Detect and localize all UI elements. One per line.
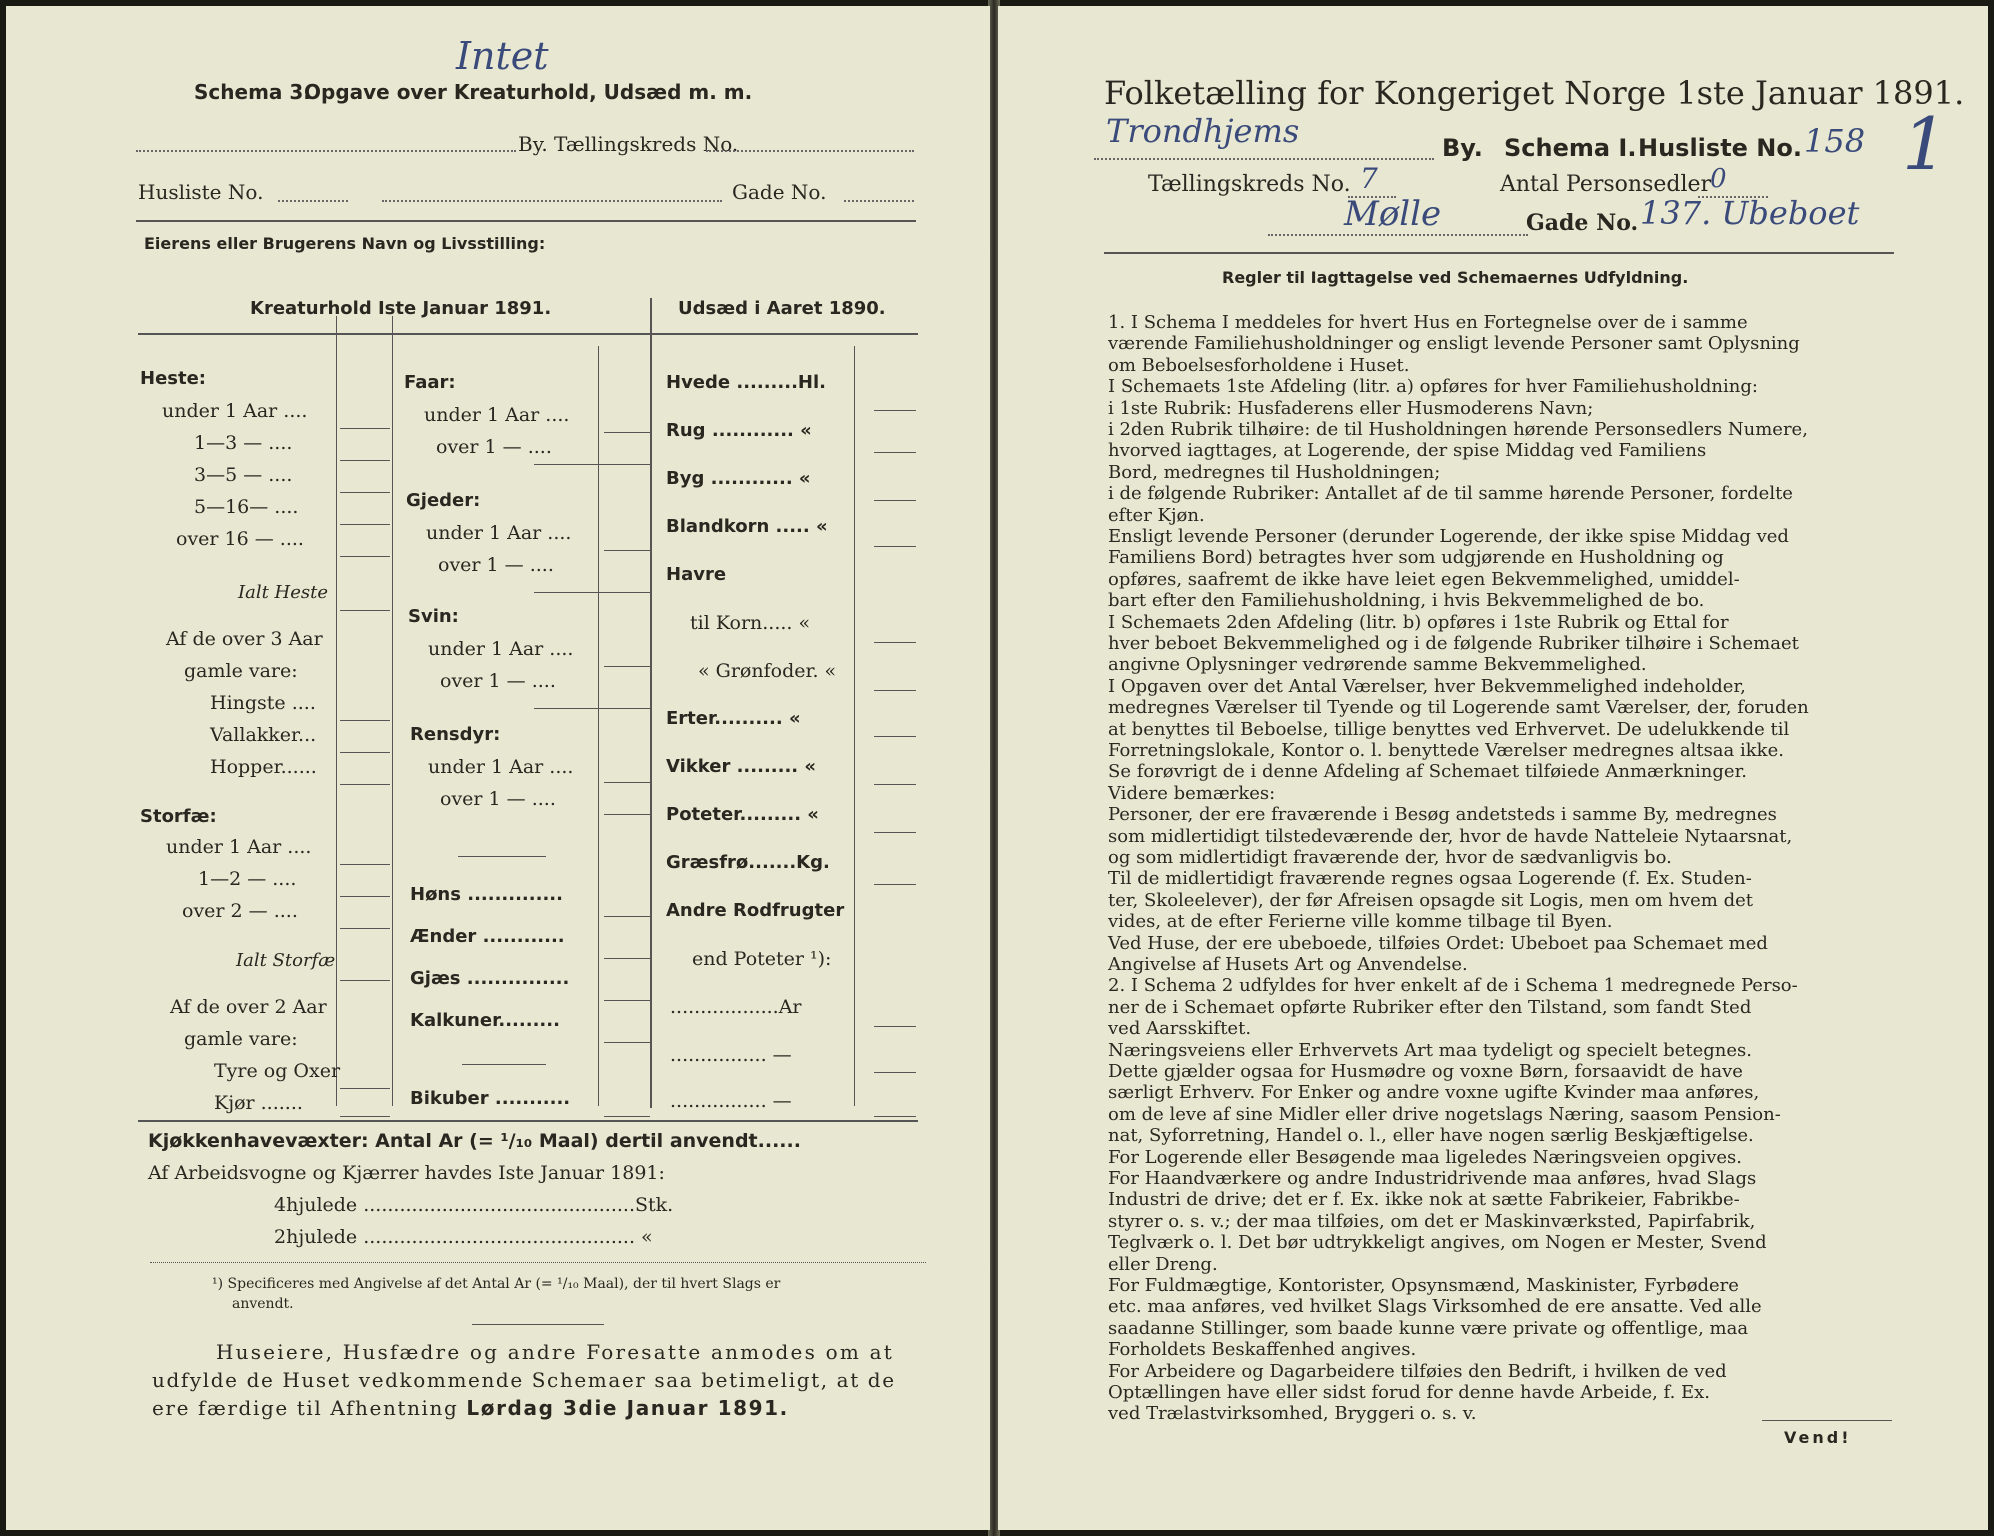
rule-line: Ved Huse, der ere ubeboede, tilføies Ordet: Ubeboet paa Schemaet med: [1108, 932, 1768, 954]
end-poteter: end Poteter ¹):: [692, 948, 832, 970]
rule-line: i de følgende Rubriker: Antallet af de til samme hørende Personer, fordelte: [1108, 483, 1793, 505]
ar-row: ..................Ar: [670, 996, 802, 1018]
c2-l5: [604, 666, 650, 667]
rule-line: om Beboelsesforholdene i Huset.: [1108, 354, 1410, 376]
table-bottom-rule: [138, 1120, 918, 1122]
c2-l1: [604, 432, 650, 433]
rule-line: Angivelse af Husets Art og Anvendelse.: [1108, 954, 1468, 975]
c3-l13: [874, 1116, 916, 1117]
gade-dotline: [844, 200, 914, 202]
byg: Byg ............ «: [666, 468, 811, 489]
c3-l6: [874, 690, 916, 691]
right-page: [998, 6, 1988, 1530]
rule-line: etc. maa anføres, ved hvilket Slags Virksomhed de ere ansatte. Ved alle: [1108, 1296, 1762, 1318]
c1-l14: [340, 1088, 390, 1089]
by-dotline-right: [1094, 158, 1434, 160]
c3-l7: [874, 736, 916, 737]
big-handwritten-mark: 1: [1902, 102, 1948, 186]
c1-l12: [340, 928, 390, 929]
rule-line: opføres, saafremt de ikke have leiet egen Bekvemmelighed, umiddel-: [1108, 568, 1740, 590]
kalkuner-sep: [462, 1064, 546, 1065]
havre: Havre: [666, 564, 727, 585]
storfae-1-2: 1—2 — ....: [198, 868, 297, 890]
kjor: Kjør .......: [214, 1092, 303, 1114]
rule-line: For Haandværkere og andre Industridrivende maa anføres, hvad Slags: [1108, 1168, 1757, 1189]
gjeder-label: Gjeder:: [406, 490, 481, 511]
rensdyr-u1: under 1 Aar ....: [428, 756, 574, 778]
af-over-2: Af de over 2 Aar: [170, 996, 327, 1018]
rule-line: medregnes Værelser til Tyende og til Logerende samt Værelser, der, foruden: [1108, 697, 1809, 719]
poteter: Poteter......... «: [666, 804, 819, 825]
right-header-rule: [1104, 252, 1894, 254]
closing-line-3a: ere færdige til Afhentning: [152, 1396, 459, 1420]
faar-u1: under 1 Aar ....: [424, 404, 570, 426]
dash-row-1: ................ —: [670, 1044, 792, 1066]
vikker: Vikker ......... «: [666, 756, 817, 777]
rule-line: at benyttes til Beboelse, tillige benyttes ved Erhvervet. De udelukkende til: [1108, 718, 1790, 740]
antal-value: 0: [1710, 164, 1727, 194]
footnote-line-2: anvendt.: [232, 1296, 294, 1312]
rule-line: ved Aarsskiftet.: [1108, 1018, 1252, 1040]
gade-label: Gade No.: [732, 180, 827, 204]
c3-l2: [874, 452, 916, 453]
rensdyr-o1: over 1 — ....: [440, 788, 556, 810]
rule-line: i 2den Rubrik tilhøire: de til Husholdningen hørende Personsedlers Numere,: [1108, 419, 1808, 440]
rule-line: og som midlertidigt fraværende der, hvor de sædvanligvis bo.: [1108, 847, 1672, 868]
schema-label: Schema 3.: [194, 80, 311, 104]
rule-line: hver beboet Bekvemmelighed og i de følgende Rubriker tilhøire i Schemaet: [1108, 633, 1799, 654]
schema-1-label: Schema I.: [1504, 134, 1637, 162]
rule-line: I Schemaets 1ste Afdeling (litr. a) opføres for hver Familiehusholdning:: [1108, 376, 1758, 398]
vend-rule: [1762, 1420, 1892, 1421]
antal-label: Antal Personsedler: [1500, 172, 1712, 197]
rule-line: særligt Erhverv. For Enker og andre voxne ugifte Kvinder maa anføres,: [1108, 1082, 1760, 1104]
rule-line: hvorved iagttages, at Logerende, der spise Middag ved Familiens: [1108, 440, 1707, 462]
c1-l4: [340, 524, 390, 525]
hvede: Hvede .........Hl.: [666, 372, 826, 393]
col1-right-rule: [392, 316, 393, 1106]
husliste-no-label: Husliste No.: [1638, 134, 1802, 162]
vend-label: Vend!: [1784, 1428, 1852, 1447]
svin-label: Svin:: [408, 606, 459, 627]
c2-l12: [604, 1042, 650, 1043]
c1-l3: [340, 492, 390, 493]
rule-line: Teglværk o. l. Det bør udtrykkeligt angives, om Nogen er Mester, Svend: [1108, 1232, 1767, 1254]
c3-l1: [874, 410, 916, 411]
heste-u1: under 1 Aar ....: [162, 400, 308, 422]
col3-value-rule: [854, 346, 855, 1106]
schema-title: Opgave over Kreaturhold, Udsæd m. m.: [304, 80, 753, 104]
left-page: [6, 6, 990, 1530]
ialt-heste: Ialt Heste: [238, 582, 329, 603]
rule-line: Bord, medregnes til Husholdningen;: [1108, 461, 1441, 483]
rule-line: I Schemaets 2den Afdeling (litr. b) opføres i 1ste Rubrik og Ettal for: [1108, 611, 1729, 633]
closing-line-3: [152, 1396, 789, 1420]
rule-line: i 1ste Rubrik: Husfaderens eller Husmoderens Navn;: [1108, 397, 1594, 419]
by-handwritten: Trondhjems: [1106, 112, 1300, 150]
footnote-line-1: ¹) Specificeres med Angivelse af det Antal Ar (= ¹/₁₀ Maal), der til hvert Slags er: [212, 1276, 781, 1292]
rule-line: bart efter den Familiehusholdning, i hvis Bekvemmelighed de bo.: [1108, 590, 1705, 612]
hjulede-4: 4hjulede .............................................Stk.: [274, 1194, 674, 1216]
rule-line: Forholdets Beskaffenhed angives.: [1108, 1339, 1417, 1361]
rule-line: eller Dreng.: [1108, 1253, 1218, 1275]
kalkuner: Kalkuner.........: [410, 1010, 560, 1031]
bikuber: Bikuber ...........: [410, 1088, 571, 1109]
heste-1-3: 1—3 — ....: [194, 432, 293, 454]
faar-label: Faar:: [404, 372, 456, 393]
heste-label: Heste:: [140, 368, 206, 389]
c2-l8: [604, 814, 650, 815]
c1-l2: [340, 460, 390, 461]
rule-line: Næringsveiens eller Erhvervets Art maa tydeligt og specielt betegnes.: [1108, 1039, 1752, 1061]
hons: Høns ..............: [410, 884, 563, 905]
rug: Rug ............ «: [666, 420, 812, 441]
by-dotline: [136, 150, 516, 152]
rule-line: som midlertidigt tilstedeværende der, hvor de havde Natteleie Nytaarsnat,: [1108, 825, 1793, 847]
kreds-value: 7: [1360, 162, 1378, 195]
heste-5-16: 5—16— ....: [194, 496, 299, 518]
c1-l10: [340, 864, 390, 865]
c2-l10: [604, 958, 650, 959]
gjeder-o1: over 1 — ....: [438, 554, 554, 576]
by-label-right: By.: [1442, 134, 1483, 162]
rules-title: Regler til Iagttagelse ved Schemaernes Udfyldning.: [1222, 268, 1689, 287]
rule-line: ner de i Schemaet opførte Rubriker efter den Tilstand, som fandt Sted: [1108, 996, 1752, 1018]
c1-l9: [340, 784, 390, 785]
c2-l6: [534, 708, 650, 709]
rule-line: For Arbeidere og Dagarbeidere tilføies den Bedrift, i hvilken de ved: [1108, 1360, 1727, 1382]
blandkorn: Blandkorn ..... «: [666, 516, 828, 537]
graesfro: Græsfrø.......Kg.: [666, 852, 830, 873]
gamle-vare-2: gamle vare:: [184, 1028, 298, 1050]
c1-l11: [340, 896, 390, 897]
gamle-vare: gamle vare:: [184, 660, 298, 682]
rule-line: efter Kjøn.: [1108, 504, 1205, 526]
rule-line: Se forøvrigt de i denne Afdeling af Schemaet tilføiede Anmærkninger.: [1108, 761, 1747, 783]
vallakker: Vallakker...: [210, 724, 317, 746]
rule-line: styrer o. s. v.; der maa tilføies, om det er Maskinværksted, Papirfabrik,: [1108, 1210, 1756, 1232]
rule-line: 1. I Schema I meddeles for hvert Hus en Fortegnelse over de i samme: [1108, 312, 1748, 333]
rule-line: Til de midlertidigt fraværende regnes ogsaa Logerende (f. Ex. Studen-: [1108, 868, 1752, 890]
gade-name-dotline-right: [1268, 234, 1528, 236]
rensdyr-label: Rensdyr:: [410, 724, 501, 745]
dash-row-2: ................ —: [670, 1090, 792, 1112]
aender: Ænder ............: [410, 926, 565, 947]
rule-line: I Opgaven over det Antal Værelser, hver Bekvemmelighed indeholder,: [1108, 675, 1746, 697]
c2-l13: [604, 1116, 650, 1117]
husliste-dotline: [278, 200, 348, 202]
table-divider: [650, 298, 652, 1108]
c1-l8: [340, 752, 390, 753]
kreatur-title: Kreaturhold Iste Januar 1891.: [250, 298, 552, 319]
c1-l6: [340, 610, 390, 611]
gjaes: Gjæs ...............: [410, 968, 570, 989]
rule-line: Forretningslokale, Kontor o. l. benyttede Værelser medregnes altsaa ikke.: [1108, 740, 1784, 761]
c1-l13: [340, 980, 390, 981]
closing-line-1: Huseiere, Husfædre og andre Foresatte anmodes om at: [216, 1340, 894, 1364]
c3-l8: [874, 784, 916, 785]
rule-line: angivne Oplysninger vedrørende samme Bekvemmelighed.: [1108, 654, 1647, 676]
heste-3-5: 3—5 — ....: [194, 464, 293, 486]
husliste-no-value: 158: [1804, 122, 1866, 160]
c3-l11: [874, 1026, 916, 1027]
c2-l9: [604, 916, 650, 917]
rule-line: Industri de drive; det er f. Ex. ikke nok at sætte Fabrikeier, Fabrikbe-: [1108, 1189, 1740, 1211]
c1-l1: [340, 428, 390, 429]
rule-line: nat, Syforretning, Handel o. l., eller have nogen særlig Beskjæftigelse.: [1108, 1125, 1754, 1147]
erter: Erter.......... «: [666, 708, 801, 729]
kreds-label: Tællingskreds No.: [1148, 172, 1351, 197]
c2-l4: [534, 592, 650, 593]
rule-line: 2. I Schema 2 udfyldes for hver enkelt af de i Schema 1 medregnede Perso-: [1108, 975, 1798, 997]
closing-line-2: udfylde de Huset vedkommende Schemaer saa betimeligt, at de: [152, 1368, 896, 1392]
faar-o1: over 1 — ....: [436, 436, 552, 458]
by-line: By. Tællingskreds No.: [518, 132, 739, 156]
ialt-storfae: Ialt Storfæ: [236, 950, 336, 971]
c3-l4: [874, 546, 916, 547]
rule-line: værende Familiehusholdninger og ensligt levende Personer samt Oplysning: [1108, 333, 1800, 355]
svin-o1: over 1 — ....: [440, 670, 556, 692]
kjokkenhave: [148, 1130, 801, 1152]
col1-value-rule: [336, 316, 337, 1106]
rule-line: Dette gjælder ogsaa for Husmødre og voxne Børn, forsaavidt de have: [1108, 1061, 1743, 1082]
table-top-rule: [138, 333, 918, 335]
gade-name-dotline: [382, 200, 722, 202]
hingste: Hingste ....: [210, 692, 316, 714]
kjokken-text: Kjøkkenhavevæxter: Antal Ar (= ¹/₁₀ Maal) dertil anvendt......: [148, 1130, 801, 1152]
hopper: Hopper......: [210, 756, 317, 778]
c2-l2: [534, 464, 650, 465]
gade-no-label: Gade No.: [1526, 210, 1639, 236]
col2-value-rule: [598, 346, 599, 1106]
storfae-label: Storfæ:: [140, 806, 217, 827]
gade-no-value: 137. Ubeboet: [1640, 194, 1860, 232]
storfae-over2: over 2 — ....: [182, 900, 298, 922]
owner-label: Eierens eller Brugerens Navn og Livsstilling:: [144, 234, 546, 253]
rule-line: Familiens Bord) betragtes hver som udgjørende en Husholdning og: [1108, 547, 1724, 569]
rule-line: Optællingen have eller sidst forud for denne havde Arbeide, f. Ex.: [1108, 1382, 1711, 1403]
c3-l12: [874, 1072, 916, 1073]
footnote-separator: [150, 1262, 926, 1263]
af-over-3: Af de over 3 Aar: [166, 628, 323, 650]
rule-line: Videre bemærkes:: [1108, 782, 1276, 804]
udsaed-title: Udsæd i Aaret 1890.: [678, 298, 886, 319]
rule-line: saadanne Stillinger, som baade kunne være private og offentlige, maa: [1108, 1317, 1749, 1339]
rule-line: For Fuldmægtige, Kontorister, Opsynsmænd, Maskinister, Fyrbødere: [1108, 1275, 1739, 1296]
gjeder-u1: under 1 Aar ....: [426, 522, 572, 544]
gade-handwritten: Mølle: [1344, 194, 1442, 234]
c1-l5: [340, 556, 390, 557]
c1-l15: [340, 1116, 390, 1117]
rule-line: Ensligt levende Personer (derunder Logerende, der ikke spise Middag ved: [1108, 526, 1789, 547]
c3-l5: [874, 642, 916, 643]
census-title: Folketælling for Kongeriget Norge 1ste Januar 1891.: [1104, 74, 1965, 112]
handwritten-intet: Intet: [456, 34, 549, 78]
rule-line: om de leve af sine Midler eller drive nogetslags Næring, saasom Pension-: [1108, 1103, 1781, 1125]
rule-line: Personer, der ere fraværende i Besøg andetsteds i samme By, medregnes: [1108, 804, 1777, 826]
c2-l3: [604, 550, 650, 551]
header-rule: [136, 220, 916, 222]
closing-separator: [472, 1324, 604, 1325]
c3-l10: [874, 884, 916, 885]
storfae-u1: under 1 Aar ....: [166, 836, 312, 858]
kreds-dotline: [706, 150, 914, 152]
rule-line: ter, Skoleelever), der før Afreisen opsagde sit Logis, men om hvem det: [1108, 889, 1754, 911]
svin-u1: under 1 Aar ....: [428, 638, 574, 660]
rule-line: vides, at de efter Ferierne ville komme tilbage til Byen.: [1108, 911, 1613, 933]
c2-l7: [604, 782, 650, 783]
hjulede-2: 2hjulede ............................................. «: [274, 1226, 653, 1248]
husliste-label: Husliste No.: [138, 180, 264, 204]
tyre-oxer: Tyre og Oxer: [214, 1060, 341, 1082]
rule-line: For Logerende eller Besøgende maa ligeledes Næringsveien opgives.: [1108, 1146, 1742, 1168]
rensdyr-sep: [458, 856, 546, 857]
andre-rodfrugter: Andre Rodfrugter: [666, 900, 845, 921]
heste-over16: over 16 — ....: [176, 528, 304, 550]
c1-l7: [340, 720, 390, 721]
closing-date: Lørdag 3die Januar 1891.: [466, 1396, 789, 1420]
c2-l11: [604, 1000, 650, 1001]
gronfoder: « Grønfoder. «: [698, 660, 837, 682]
c3-l9: [874, 832, 916, 833]
c3-l3: [874, 500, 916, 501]
til-korn: til Korn..... «: [690, 612, 811, 634]
arbeidsvogne: Af Arbeidsvogne og Kjærrer havdes Iste Januar 1891:: [148, 1162, 665, 1184]
rule-line: ved Trælastvirksomhed, Bryggeri o. s. v.: [1108, 1403, 1477, 1425]
